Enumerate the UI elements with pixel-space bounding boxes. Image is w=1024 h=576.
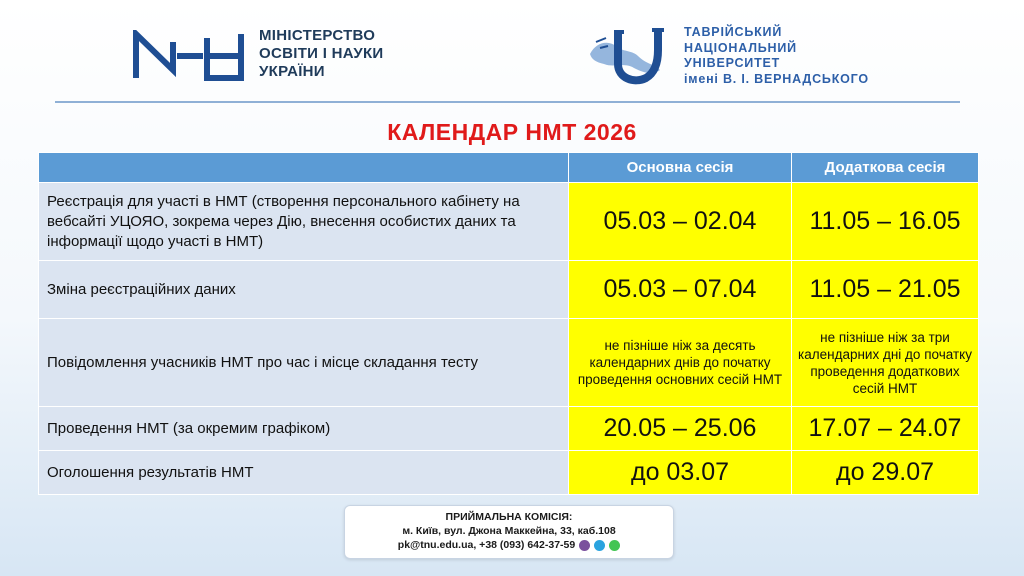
main-session-date: до 03.07 (569, 451, 792, 495)
table-row (39, 183, 979, 261)
column-header-extra: Додаткова сесія (792, 153, 979, 183)
extra-session-date: 11.05 – 16.05 (792, 183, 979, 261)
extra-session-date: 11.05 – 21.05 (792, 261, 979, 319)
row-label: Оголошення результатів НМТ (39, 451, 569, 495)
main-session-date: 05.03 – 02.04 (569, 183, 792, 261)
extra-session-note: не пізніше ніж за три календарних дні до початку проведення додаткових сесій НМТ (792, 319, 979, 407)
table-row (39, 261, 979, 319)
telegram-icon[interactable] (594, 540, 605, 551)
header-empty-cell (39, 153, 569, 183)
contact-email-phone[interactable]: pk@tnu.edu.ua, +38 (093) 642-37-59 (397, 539, 576, 551)
tnu-logo (588, 24, 680, 86)
contact-address: м. Київ, вул. Джона Маккейна, 33, каб.108 (402, 525, 616, 537)
header-divider (55, 101, 960, 103)
table-row (39, 407, 979, 451)
calendar-table (38, 152, 979, 495)
mon-logo (133, 30, 245, 82)
row-label: Повідомлення учасників НМТ про час і місце складання тесту (39, 319, 569, 407)
ministry-name: МІНІСТЕРСТВО ОСВІТИ І НАУКИ УКРАЇНИ (259, 27, 384, 80)
main-session-date: 05.03 – 07.04 (569, 261, 792, 319)
contact-heading: ПРИЙМАЛЬНА КОМІСІЯ: (445, 511, 573, 523)
university-name: ТАВРІЙСЬКИЙ НАЦІОНАЛЬНИЙ УНІВЕРСИТЕТ імені В. І. ВЕРНАДСЬКОГО (684, 25, 869, 86)
header (0, 0, 1024, 100)
table-row (39, 451, 979, 495)
row-label: Проведення НМТ (за окремим графіком) (39, 407, 569, 451)
table-header-row (39, 153, 979, 183)
extra-session-date: до 29.07 (792, 451, 979, 495)
table-row (39, 319, 979, 407)
main-session-date: 20.05 – 25.06 (569, 407, 792, 451)
row-label: Реєстрація для участі в НМТ (створення персонального кабінету на вебсайті УЦОЯО, зокрема через Дію, внесення особистих даних та інформації щодо участі в НМТ) (39, 183, 569, 261)
viber-icon[interactable] (579, 540, 590, 551)
contact-box (344, 505, 674, 559)
main-session-note: не пізніше ніж за десять календарних днів до початку проведення основних сесій НМТ (569, 319, 792, 407)
column-header-main: Основна сесія (569, 153, 792, 183)
extra-session-date: 17.07 – 24.07 (792, 407, 979, 451)
row-label: Зміна реєстраційних даних (39, 261, 569, 319)
whatsapp-icon[interactable] (609, 540, 620, 551)
page-title: КАЛЕНДАР НМТ 2026 (387, 119, 637, 145)
